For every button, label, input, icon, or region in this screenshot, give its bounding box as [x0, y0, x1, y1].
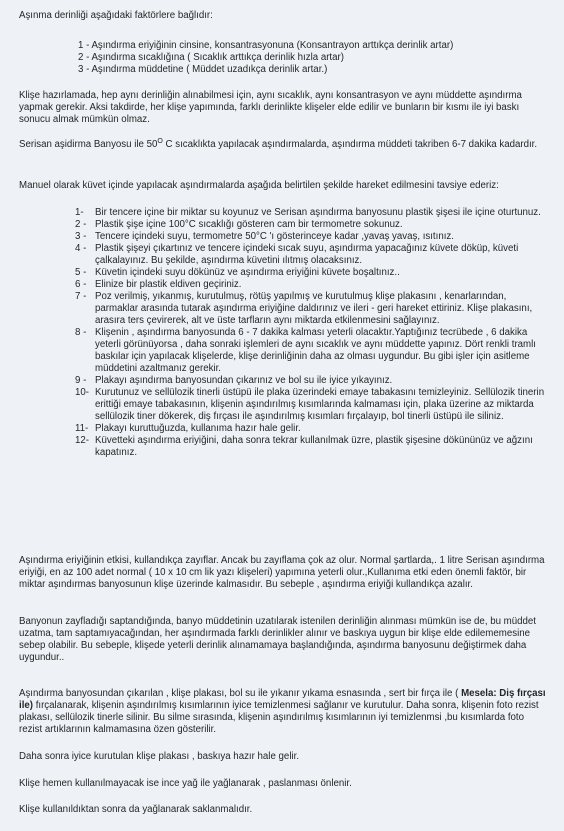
step-item	[75, 291, 550, 327]
para-bold-text: Mesela: Diş fırçası ile)	[19, 688, 546, 711]
step-number: 5 -	[75, 267, 87, 278]
step-number: 12-	[75, 435, 90, 446]
step-text: Kurutunuz ve sellülozik tinerli üstüpü ile plaka üzerindeki emaye tabakasını temizleyiniz. Sellülozik tinerin erittiği emaye tabakasının, klişenin aşındırılmış kısımlarında kalmaması için, plaka üzerine az miktarda sellülozik tiner dökerek, diş fırçası ile aşındırılmış kısımları fırçalayıp, bol tinerli üstüpü ile siliniz.	[95, 387, 545, 422]
step-number: 4 -	[75, 243, 87, 254]
step-text: Küvetteki aşındırma eriyiğini, daha sonra tekrar kullanılmak üzre, plastik şişesine dökününüz ve ağzını kapatınız.	[95, 435, 533, 458]
step-text: Elinize bir plastik eldiven geçiriniz.	[95, 279, 242, 290]
step-number: 2 -	[75, 219, 87, 230]
step-number: 1-	[75, 207, 84, 218]
step-item	[75, 327, 550, 375]
step-item	[75, 375, 550, 387]
step-number: 10-	[75, 387, 90, 398]
paragraph-bath-replacement: Banyonun zayfladığı saptandığında, banyo müddetinin uzatılarak istenilen derinliğin alınması mümkün ise de, bu müddet uzatma, tam saptamıyacağından, her aşındırmada farklı derinlikler alınır ve baskıya uygun bir klişe elde edilememesine sebep olabilir. Bu sebeple, klişede yeterli derinlik alınamamaya başlandığında, aşındırma banyosunu değiştirmek daha uygundur..	[19, 616, 536, 663]
step-text: Plakayı kuruttuğuzda, kullanıma hazır hale gelir.	[95, 423, 301, 434]
step-text: Plakayı aşındırma banyosundan çıkarınız ve bol su ile iyice yıkayınız.	[95, 375, 393, 386]
degree-superscript: O	[157, 137, 163, 145]
step-item	[75, 387, 550, 423]
para-text: fırçalanarak, klişenin aşındırılmış kısımlarının iyice temizlenmesi sağlanır ve kurutulur. Daha sonra, klişenin foto rezist plakası, sellülozik tinerle silinir. Bu silme sırasında, klişenin aşındırılmış kısımlarının iyi temizlenmsi ,bu kısımlarda foto rezist artıklarının kalmamasına özen gösterilir.	[19, 700, 539, 735]
step-text: Poz verilmiş, yıkanmış, kurutulmuş, rötüş yapılmış ve kurutulmuş klişe plakasını , kenarlarından, parmaklar arasında tutarak aşındırma eriyiğine daldırınız ve ileri - geri hareket ettiriniz. Klişe plakasını, arasıra ters çevirerek, alt ve üste tarfların aynı miktarda etkilenmesini sağlayınız.	[95, 291, 533, 326]
step-number: 9 -	[75, 375, 87, 386]
paragraph-manual-intro: Manuel olarak küvet içinde yapılacak aşındırmalarda aşağıda belirtilen şekilde hareket edilmesini tavsiye ederiz:	[19, 180, 499, 191]
step-number: 6 -	[75, 279, 87, 290]
factor-item: 3 - Aşındırma müddetine ( Müddet uzadıkça derinlik artar.)	[78, 64, 328, 75]
step-text: Bir tencere içine bir miktar su koyunuz ve Serisan aşındırma banyosunu plastik şişesi ile içine oturtunuz.	[95, 207, 541, 218]
step-item	[75, 423, 550, 435]
step-item	[75, 219, 550, 231]
step-item	[75, 207, 550, 219]
step-text: Küvetin içindeki suyu dökünüz ve aşındırma eriyiğini küvete boşaltınız..	[95, 267, 400, 278]
factor-list	[78, 40, 548, 76]
factor-item: 2 - Aşındırma sıcaklığına ( Sıcaklık arttıkça derinlik hızla artar)	[78, 52, 344, 63]
step-number: 7 -	[75, 291, 87, 302]
step-item	[75, 279, 550, 291]
step-text: Plastik şişeyi çıkartınız ve tencere içindeki sıcak suyu, aşındırma yapacağınız küvete döküp, küveti çalkalayınız. Bu şekilde, aşındırma küvetini ılıtmış olacaksınız.	[95, 243, 519, 266]
paragraph-bath-weakening: Aşındırma eriyiğinin etkisi, kullandıkça zayıflar. Ancak bu zayıflama çok az olur. Normal şartlarda,. 1 litre Serisan aşındırma eriyiği, en az 100 adet normal ( 10 x 10 cm lik yazı klişeleri) yapımına yeterli olur.,Kullanıma etki eden önemli faktör, bir miktar aşındırmas banyosunun klişe üzerinde kalmasıdır. Bu sebeple , aşındırma eriyiği kullandıkça azalır.	[19, 555, 545, 590]
step-text: Klişenin , aşındırma banyosunda 6 - 7 dakika kalması yeterli olacaktır.Yaptığınız tecrübede , 6 dakika yeterli görünüyorsa , daha sonraki işlemleri de aynı sıcaklık ve aynı müddette yapınız. Dört renkli tramlı baskılar için yapılacak klişelerde, klişe derinliğinin daha az olması uygundur. Bu gibi işler için asitleme müddetini azaltmanız gerekir.	[95, 327, 536, 374]
paragraph-cleaning	[19, 688, 547, 736]
paragraph-consistency: Klişe hazırlamada, hep aynı derinliğin alınabilmesi için, aynı sıcaklık, aynı konsantrasyon ve aynı müddette aşındırma yapmak gerekir. Aksi takdirde, her klişe yapımında, farklı derinlikte klişeler elde edilir ve bunların bir kısmı ile iyi baskı sonucu almak mümkün olmaz.	[19, 90, 522, 125]
factor-item: 1 - Aşındırma eriyiğinin cinsine, konsantrasyonuna (Konsantrayon arttıkça derinlik artar)	[78, 40, 454, 51]
step-text: Tencere içindeki suyu, termometre 50°C 'ı gösterinceye kadar ,yavaş yavaş, ısıtınız.	[95, 231, 454, 242]
paragraph-ready: Daha sonra iyice kurutulan klişe plakası , baskıya hazır hale gelir.	[19, 751, 300, 762]
step-list	[75, 207, 550, 459]
step-number: 8 -	[75, 327, 87, 338]
step-item	[75, 231, 550, 243]
para-text: Serisan aşidirma Banyosu ile 50	[19, 139, 158, 150]
paragraph-oiling: Klişe hemen kullanılmayacak ise ince yağ ile yağlanarak , paslanması önlenir.	[19, 778, 352, 789]
intro-heading: Aşınma derinliği aşağıdaki faktörlere bağlıdır:	[19, 10, 213, 21]
step-number: 11-	[75, 423, 89, 434]
step-text: Plastik şişe içine 100°C sıcaklığı gösteren cam bir termometre sokunuz.	[95, 219, 403, 230]
paragraph-storage: Klişe kullanıldıktan sonra da yağlanarak saklanmalıdır.	[19, 804, 253, 815]
step-item	[75, 243, 550, 267]
step-item	[75, 267, 550, 279]
step-item	[75, 435, 550, 459]
paragraph-bath-temperature	[19, 139, 547, 151]
para-text: C sıcaklıkta yapılacak aşındırmalarda, aşındırma müddeti takriben 6-7 dakika kadardır.	[162, 139, 538, 150]
para-text: Aşındırma banyosundan çıkarılan , klişe plakası, bol su ile yıkanır yıkama esnasında , sert bir fırça ile (	[19, 688, 462, 699]
step-number: 3 -	[75, 231, 87, 242]
